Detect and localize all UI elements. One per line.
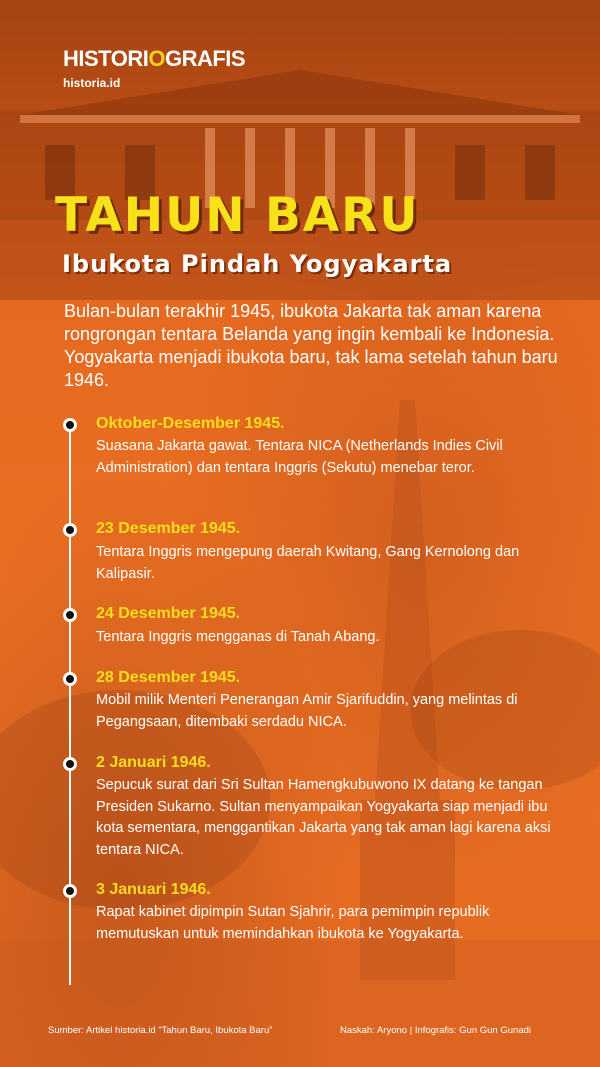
intro-paragraph: Bulan-bulan terakhir 1945, ibukota Jakarta tak aman karena rongrongan tentara Belanda yang ingin kembali ke Indonesia. Yogyakarta menjadi ibukota baru, tak lama setelah tahun baru 1946. (64, 301, 558, 390)
page-title: TAHUN BARU (55, 188, 420, 243)
event-description: Mobil milik Menteri Penerangan Amir Sjarifuddin, yang melintas di Pegangsaan, ditembaki serdadu NICA. (96, 692, 518, 730)
event-description: Tentara Inggris mengepung daerah Kwitang, Gang Kernolong dan Kalipasir. (96, 544, 520, 582)
timeline-dot (63, 757, 77, 771)
footer-source: Sumber: Artikel historia.id “Tahun Baru, Ibukota Baru” (48, 1025, 273, 1036)
timeline-dot (63, 884, 77, 898)
timeline-dot (63, 672, 77, 686)
page-subtitle: Ibukota Pindah Yogyakarta (62, 250, 453, 278)
site-name: historia.id (63, 76, 121, 90)
event-description: Rapat kabinet dipimpin Sutan Sjahrir, para pemimpin republik memutuskan untuk memindahkan ibukota ke Yogyakarta. (96, 904, 490, 942)
timeline-dot (63, 418, 77, 432)
event-date: 24 Desember 1945. (96, 605, 241, 622)
timeline-line (69, 420, 71, 985)
timeline-dot (63, 523, 77, 537)
event-date: 23 Desember 1945. (96, 520, 241, 537)
event-date: Oktober-Desember 1945. (96, 415, 285, 432)
event-description: Suasana Jakarta gawat. Tentara NICA (Netherlands Indies Civil Administration) dan tentara Inggris (Sekutu) menebar teror. (96, 438, 503, 476)
event-description: Sepucuk surat dari Sri Sultan Hamengkubuwono IX datang ke tangan Presiden Sukarno. Sultan menyampaikan Yogyakarta siap menjadi ibu kota sementara, menggantikan Jakarta yang tak aman lagi karena aksi tentara NICA. (96, 777, 551, 858)
historiografis-logo: HISTORIOGRAFIS (63, 46, 246, 71)
event-date: 3 Januari 1946. (96, 881, 211, 898)
event-date: 2 Januari 1946. (96, 754, 211, 771)
event-description: Tentara Inggris mengganas di Tanah Abang. (96, 629, 380, 645)
timeline-dot (63, 608, 77, 622)
footer-credits: Naskah: Aryono | Infografis: Gun Gun Gunadi (340, 1025, 531, 1036)
event-date: 28 Desember 1945. (96, 669, 241, 686)
